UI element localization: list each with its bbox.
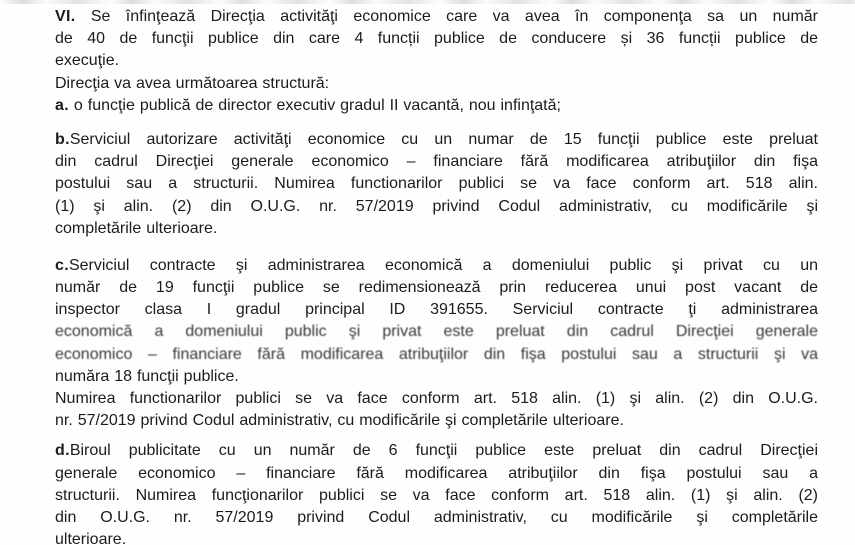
paragraph-b-serviciul-autorizare <box>55 129 818 240</box>
bold-section-marker: VI. <box>55 8 76 25</box>
text-line: postului sau a structurii. Numirea functionarilor publici se va face conform art. 518 alin. <box>55 175 818 193</box>
text-line: număr de 19 funcţii publice se redimensionează prin reducerea unui post vacant de <box>55 279 818 297</box>
text-line: completările ulterioare. <box>55 219 218 237</box>
document-text <box>55 6 818 545</box>
text-line: b.Serviciul autorizare activităţi economice cu un numar de 15 funcţii publice este preluat <box>55 130 818 148</box>
text-line: a. o funcţie publică de director executiv gradul II vacantă, nou infinţată; <box>55 96 561 114</box>
paragraph-d-biroul-publicitate <box>55 440 818 545</box>
bold-section-marker: b. <box>55 130 70 148</box>
bold-section-marker: c. <box>55 256 69 274</box>
text-line: inspector clasa I gradul principal ID 391655. Serviciul contracte ţi administrarea <box>55 301 818 319</box>
bold-section-marker: d. <box>55 442 70 460</box>
text-line: (1) şi alin. (2) din O.U.G. nr. 57/2019 privind Codul administrativ, cu modificările şi <box>55 197 818 215</box>
text-line: generale economico – financiare fără modificarea atribuţiilor din fişa postului sau a <box>55 464 818 482</box>
bold-section-marker: a. <box>55 96 69 114</box>
paragraph-c-serviciul-contracte <box>55 255 818 433</box>
text-line: Numirea functionarilor publici se va face conform art. 518 alin. (1) şi alin. (2) din O.U.G. <box>55 390 818 407</box>
text-line: economică a domeniului public şi privat este preluat din cadrul Direcţiei generale <box>55 323 818 341</box>
text-line: c.Serviciul contracte şi administrarea economică a domeniului public şi privat cu un <box>55 256 818 274</box>
text-line: VI. Se înfinţează Direcţia activităţi economice care va avea în componenţa sa un număr <box>55 8 818 25</box>
text-line: nr. 57/2019 privind Codul administrativ, cu modificările şi completările ulterioare. <box>55 412 624 430</box>
text-line: structurii. Numirea funcţionarilor publici se va face conform art. 518 alin. (1) şi alin. (2) <box>55 486 818 504</box>
text-line: de 40 de funcţii publice din care 4 funcții publice de conducere și 36 funcții publice de <box>55 30 818 48</box>
text-line: din cadrul Direcţiei generale economico – financiare fără modificarea atribuţiilor din fişa <box>55 153 818 171</box>
text-line: din O.U.G. nr. 57/2019 privind Codul administrativ, cu modificările şi completările <box>55 508 818 526</box>
text-line: Direcţia va avea următoarea structură: <box>55 74 330 92</box>
text-line: execuţie. <box>55 52 120 70</box>
text-line: ulterioare. <box>55 531 127 545</box>
text-line: d.Biroul publicitate cu un număr de 6 funcţii publice este preluat din cadrul Direcţiei <box>55 442 818 460</box>
scan-artifact-top <box>0 0 855 4</box>
text-line: economico – financiare fără modificarea atribuţiilor din fişa postului sau a structurii şi va <box>55 345 818 363</box>
text-line: număra 18 funcţii publice. <box>55 367 239 385</box>
paragraph-vi-intro <box>55 6 818 117</box>
